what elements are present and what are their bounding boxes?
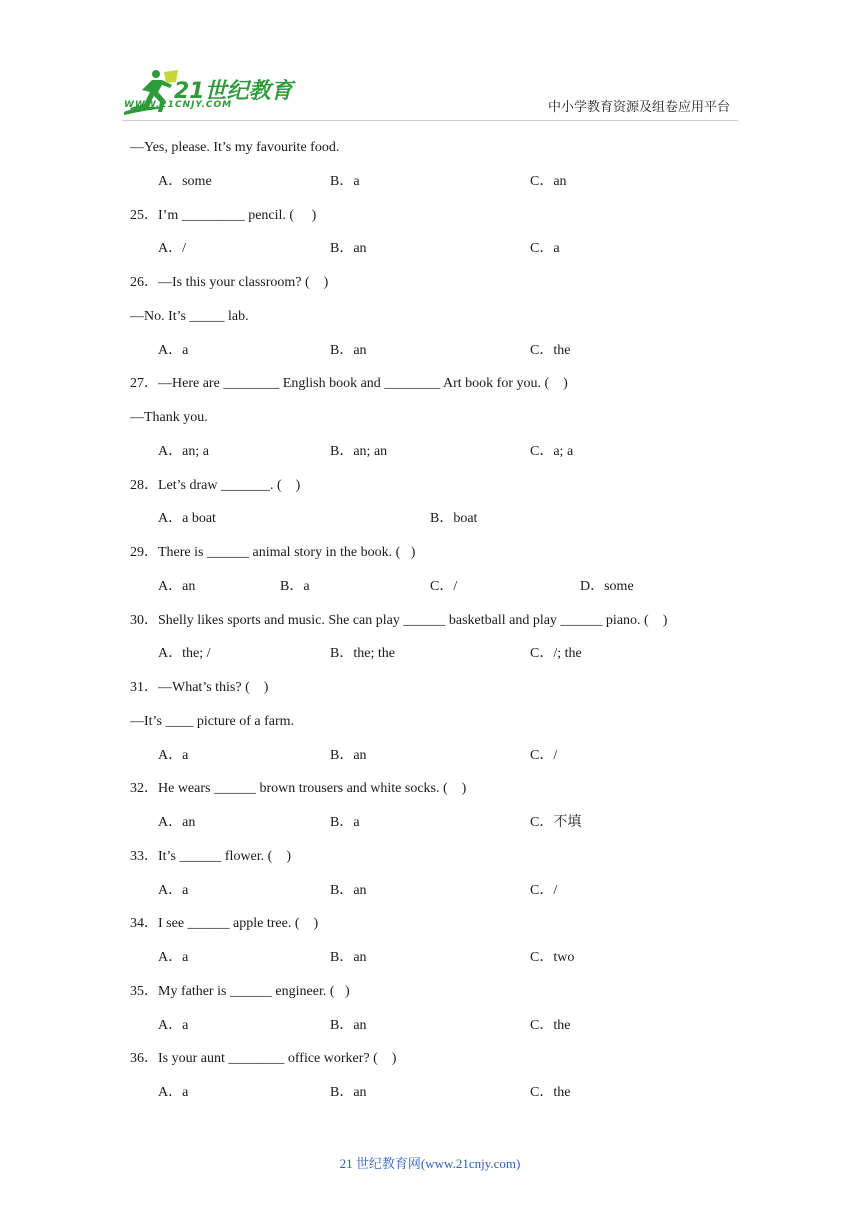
- answer-option[interactable]: A．the; /: [158, 646, 211, 662]
- logo-url: WWW.21CNJY.COM: [124, 100, 233, 110]
- logo: [122, 68, 292, 118]
- question-line: 33．It’s ______ flower. ( ): [130, 848, 291, 864]
- answer-option[interactable]: C．/: [430, 578, 458, 594]
- question-line: 34．I see ______ apple tree. ( ): [130, 916, 319, 932]
- question-line: 26．—Is this your classroom? ( ): [130, 275, 329, 290]
- answer-option[interactable]: A．a: [158, 882, 189, 898]
- answer-option[interactable]: B．an: [330, 747, 367, 763]
- answer-option[interactable]: C．/: [530, 747, 558, 763]
- question-line: —Yes, please. It’s my favourite food.: [130, 140, 340, 155]
- answer-option[interactable]: C．不填: [530, 815, 582, 830]
- answer-option[interactable]: A．a: [158, 1085, 189, 1100]
- answer-option[interactable]: B．an: [330, 882, 367, 898]
- answer-option[interactable]: A．a boat: [158, 511, 216, 527]
- answer-option[interactable]: B．an; an: [330, 443, 388, 459]
- question-line: 29．There is ______ animal story in the book. ( ): [130, 545, 416, 560]
- answer-option[interactable]: B．a: [330, 815, 360, 830]
- header-divider: [122, 120, 738, 121]
- answer-option[interactable]: A．a: [158, 1017, 189, 1033]
- answer-option[interactable]: C．the: [530, 1085, 571, 1100]
- answer-option[interactable]: B．an: [330, 950, 367, 965]
- answer-option[interactable]: B．a: [280, 578, 310, 594]
- footer-text: 21 世纪教育网(www.21cnjy.com): [339, 1156, 521, 1171]
- answer-option[interactable]: C．an: [530, 173, 567, 189]
- question-line: —No. It’s _____ lab.: [130, 308, 249, 324]
- answer-option[interactable]: C．the: [530, 1017, 571, 1033]
- answer-option[interactable]: C．the: [530, 342, 571, 358]
- answer-option[interactable]: B．boat: [430, 511, 478, 527]
- answer-option[interactable]: C．/; the: [530, 646, 582, 662]
- question-line: 32．He wears ______ brown trousers and white socks. ( ): [130, 781, 467, 797]
- answer-option[interactable]: A．/: [158, 241, 186, 257]
- answer-option[interactable]: B．a: [330, 173, 360, 189]
- answer-option[interactable]: B．an: [330, 342, 367, 358]
- answer-option[interactable]: D．some: [580, 578, 634, 594]
- question-line: 35．My father is ______ engineer. ( ): [130, 983, 350, 999]
- answer-option[interactable]: C．/: [530, 882, 558, 898]
- question-line: 31．—What’s this? ( ): [130, 680, 269, 695]
- page-header: [0, 0, 860, 125]
- answer-option[interactable]: A．a: [158, 342, 189, 358]
- question-line: 25．I’m _________ pencil. ( ): [130, 207, 317, 223]
- answer-option[interactable]: B．an: [330, 241, 367, 257]
- question-line: 30．Shelly likes sports and music. She can play ______ basketball and play ______ piano. ( ): [130, 612, 668, 628]
- answer-option[interactable]: B．an: [330, 1085, 367, 1100]
- answer-option[interactable]: C．a; a: [530, 443, 574, 459]
- answer-option[interactable]: C．a: [530, 241, 560, 257]
- answer-option[interactable]: C．two: [530, 950, 575, 965]
- answer-option[interactable]: A．some: [158, 173, 212, 189]
- question-line: —It’s ____ picture of a farm.: [130, 713, 295, 729]
- answer-option[interactable]: A．an: [158, 815, 196, 830]
- question-line: —Thank you.: [130, 410, 208, 425]
- logo-text: 21世纪教育: [174, 79, 293, 104]
- answer-option[interactable]: A．a: [158, 747, 189, 763]
- question-line: 28．Let’s draw _______. ( ): [130, 477, 301, 493]
- platform-title: 中小学教育资源及组卷应用平台: [547, 99, 730, 114]
- answer-option[interactable]: A．an: [158, 578, 196, 594]
- answer-option[interactable]: A．a: [158, 950, 189, 965]
- answer-option[interactable]: A．an; a: [158, 443, 209, 459]
- answer-option[interactable]: B．the; the: [330, 646, 395, 662]
- question-line: 27．—Here are ________ English book and ________ Art book for you. ( ): [130, 376, 568, 392]
- answer-option[interactable]: B．an: [330, 1017, 367, 1033]
- question-line: 36．Is your aunt ________ office worker? ( ): [130, 1051, 397, 1067]
